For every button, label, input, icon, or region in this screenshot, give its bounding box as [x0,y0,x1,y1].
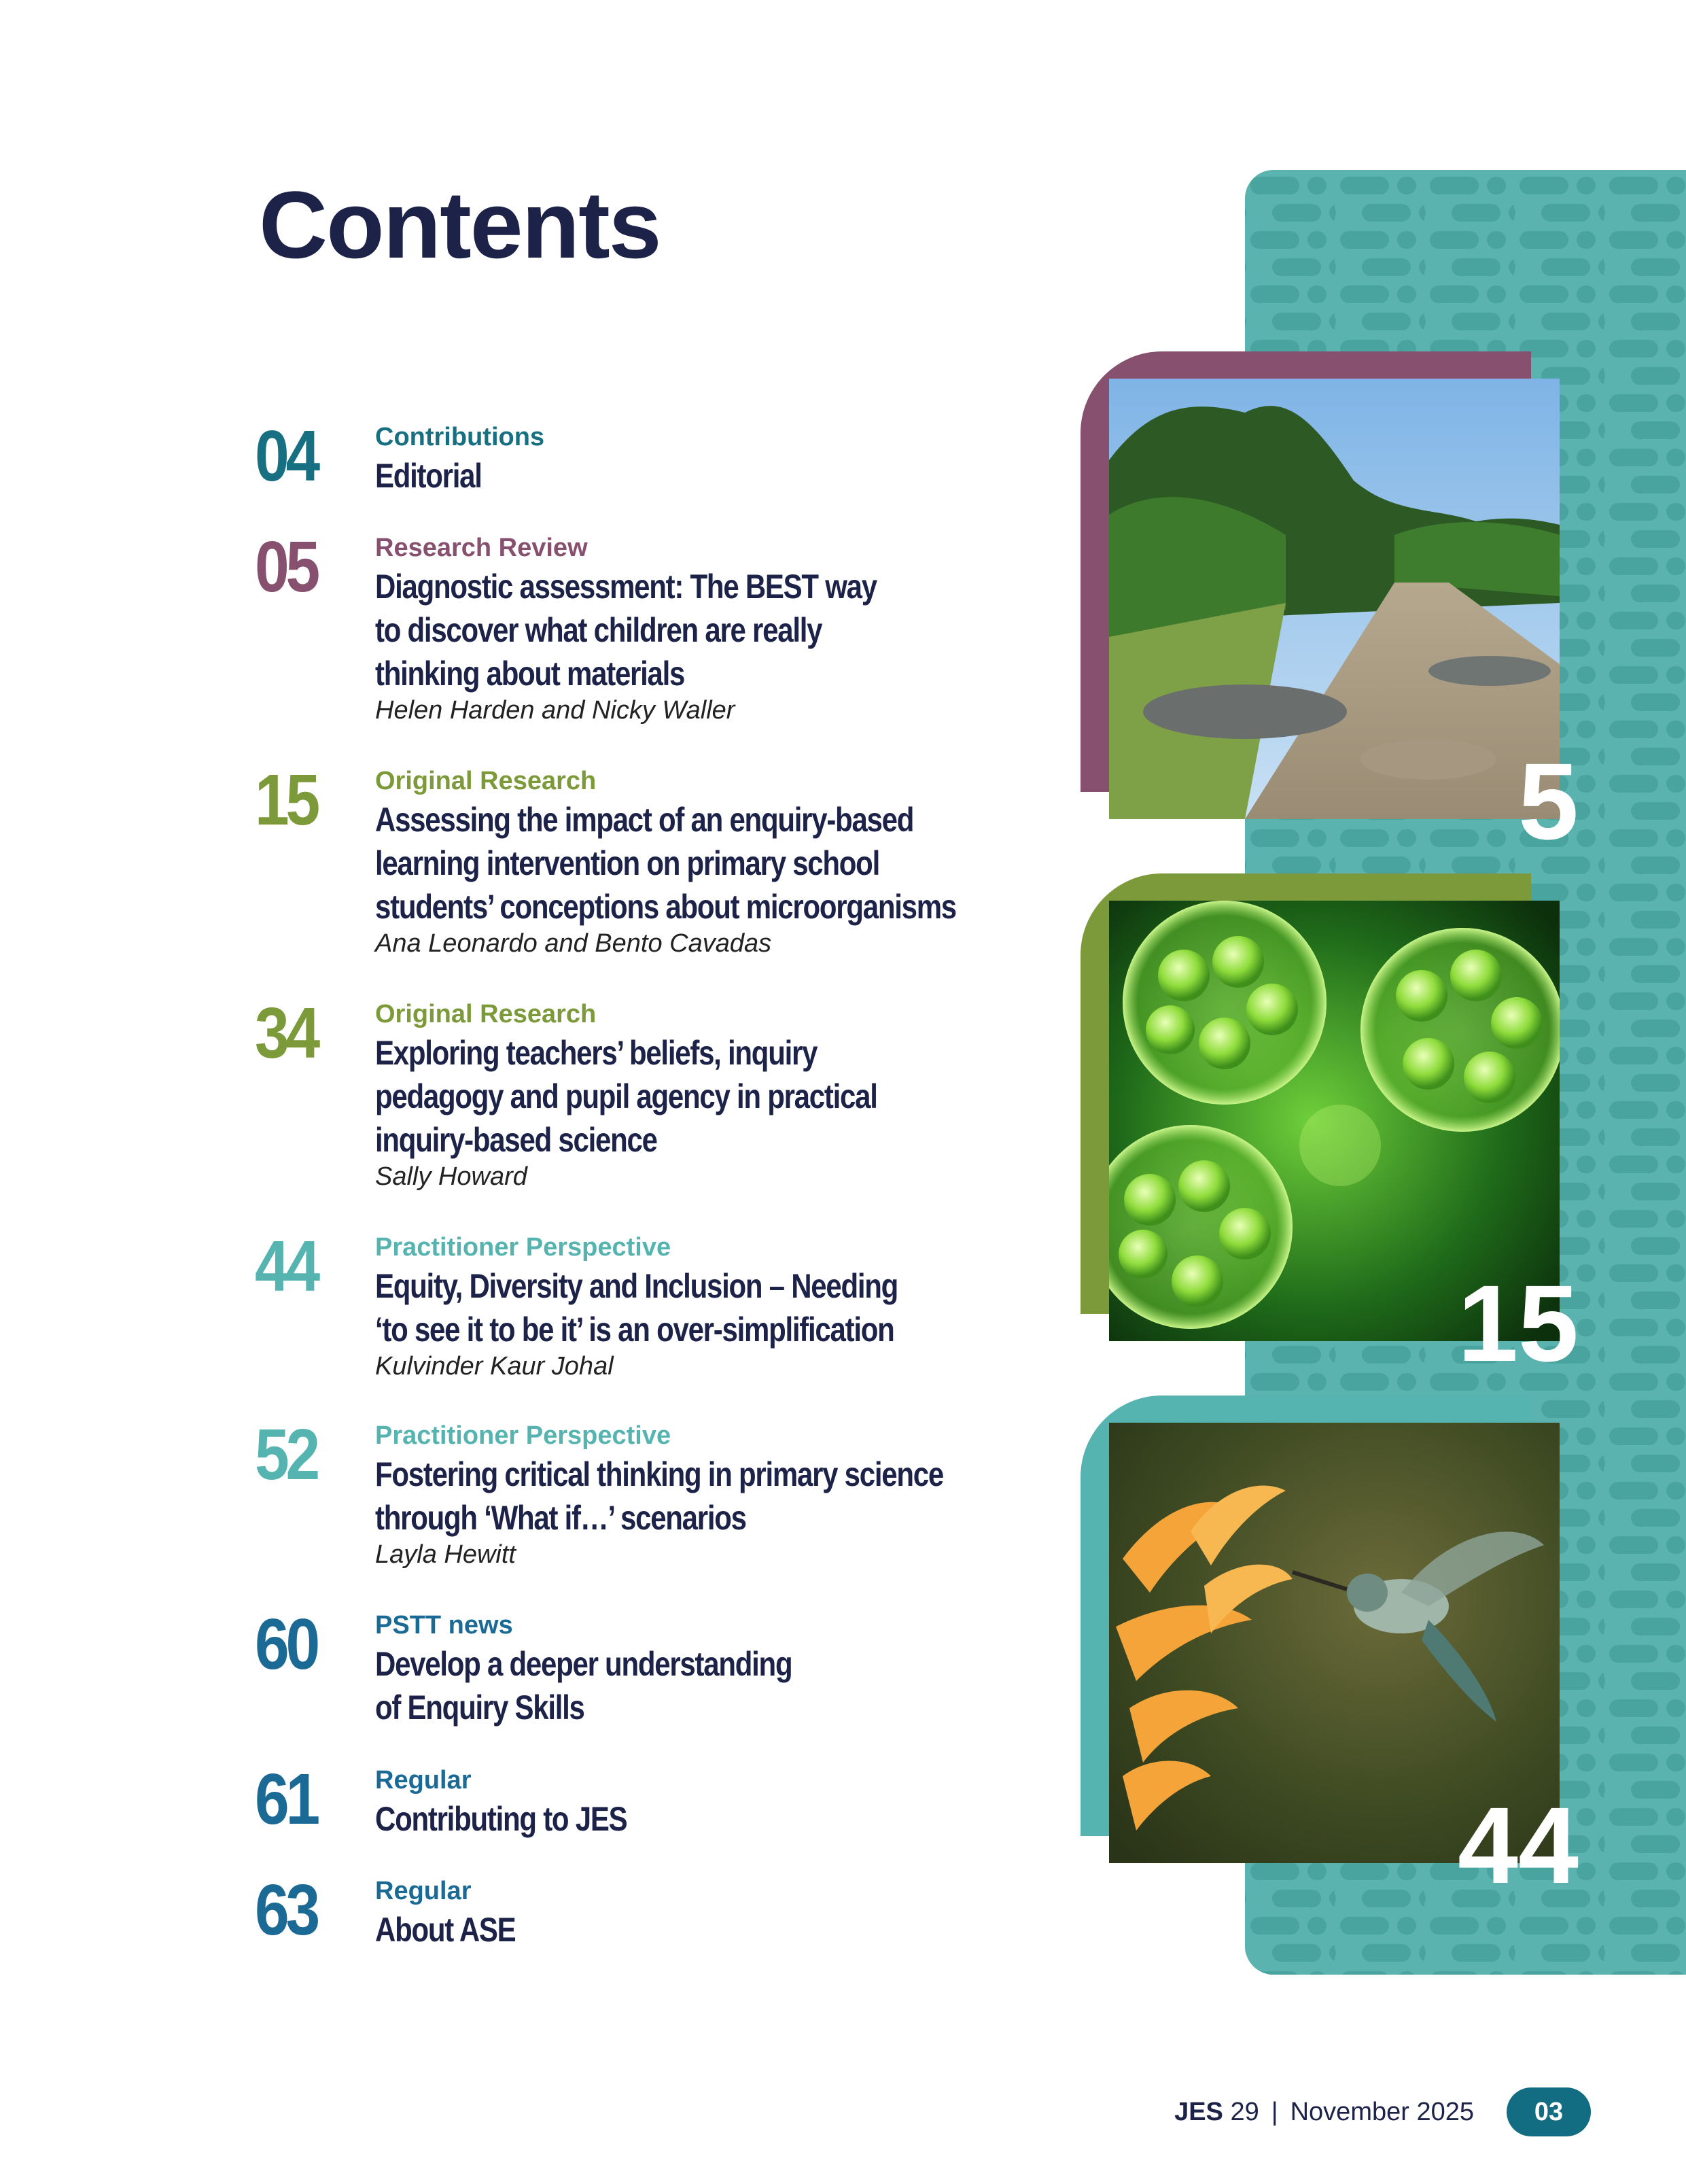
page-title: Contents [259,171,661,278]
entry-title[interactable] [375,1453,1026,1540]
entry-title-line: to discover what children are really [375,610,822,649]
issue-date: November 2025 [1290,2097,1474,2126]
entry-title-line: inquiry-based science [375,1120,657,1159]
feature-image-44[interactable] [1081,1396,1579,1906]
entry-title-line: Equity, Diversity and Inclusion – Needing [375,1266,898,1305]
entry-page-number: 05 [255,527,317,607]
entry-category: Original Research [375,767,597,795]
entry-category: PSTT news [375,1611,513,1640]
entry-page-number: 04 [255,416,317,496]
entry-title-line: learning intervention on primary school [375,844,879,882]
entry-title-line: ‘to see it to be it’ is an over-simplification [375,1310,894,1349]
entry-page-number: 61 [255,1759,317,1839]
entry-title-line: Develop a deeper understanding [375,1644,792,1683]
entry-title[interactable] [375,565,1026,695]
entry-page-number: 60 [255,1604,317,1684]
entry-title-line: Contributing to JES [375,1799,627,1838]
entry-page-number: 44 [255,1226,317,1306]
entry-page-number: 52 [255,1415,317,1495]
issue-number: 29 [1230,2097,1259,2126]
entry-title[interactable] [375,1797,1026,1841]
entry-author: Ana Leonardo and Bento Cavadas [375,929,772,958]
entry-title[interactable] [375,454,1026,498]
entry-category: Practitioner Perspective [375,1233,671,1262]
entry-title-line: Assessing the impact of an enquiry-based [375,800,914,839]
entry-title-line: thinking about materials [375,654,685,693]
entry-page-number: 15 [255,760,317,840]
entry-title-line: through ‘What if…’ scenarios [375,1498,746,1537]
entry-title-line: Editorial [375,456,482,495]
entry-category: Practitioner Perspective [375,1421,671,1450]
entry-category: Original Research [375,1000,597,1028]
entry-title[interactable] [375,1031,1026,1162]
feature-page-number: 5 [1518,740,1579,862]
entry-title[interactable] [375,798,1026,929]
entry-category: Contributions [375,423,545,451]
entry-author: Layla Hewitt [375,1540,516,1569]
entry-author: Helen Harden and Nicky Waller [375,695,735,725]
road-photo [1109,379,1560,819]
entry-author: Kulvinder Kaur Johal [375,1351,614,1381]
entry-page-number: 63 [255,1870,317,1950]
page-number-badge: 03 [1507,2087,1591,2136]
entry-title-line: Diagnostic assessment: The BEST way [375,567,877,606]
entry-category: Regular [375,1766,472,1795]
entry-page-number: 34 [255,993,317,1073]
entry-title[interactable] [375,1908,1026,1952]
feature-image-15[interactable] [1081,873,1579,1384]
entry-title-line: of Enquiry Skills [375,1688,584,1727]
entry-title-line: pedagogy and pupil agency in practical [375,1077,877,1115]
entry-title-line: About ASE [375,1910,516,1949]
entry-category: Research Review [375,534,588,562]
entry-title[interactable] [375,1264,1026,1351]
entry-title-line: students’ conceptions about microorganisms [375,887,956,926]
entry-category: Regular [375,1877,472,1905]
feature-page-number: 44 [1458,1784,1579,1906]
entry-title-line: Exploring teachers’ beliefs, inquiry [375,1033,818,1072]
page-footer [1174,2087,1591,2136]
footer-separator: | [1271,2097,1278,2126]
entry-title[interactable] [375,1642,1026,1729]
entry-author: Sally Howard [375,1162,527,1191]
entry-title-line: Fostering critical thinking in primary science [375,1455,943,1493]
journal-name: JES [1174,2097,1223,2126]
feature-image-5[interactable] [1081,351,1579,862]
feature-page-number: 15 [1458,1262,1579,1384]
